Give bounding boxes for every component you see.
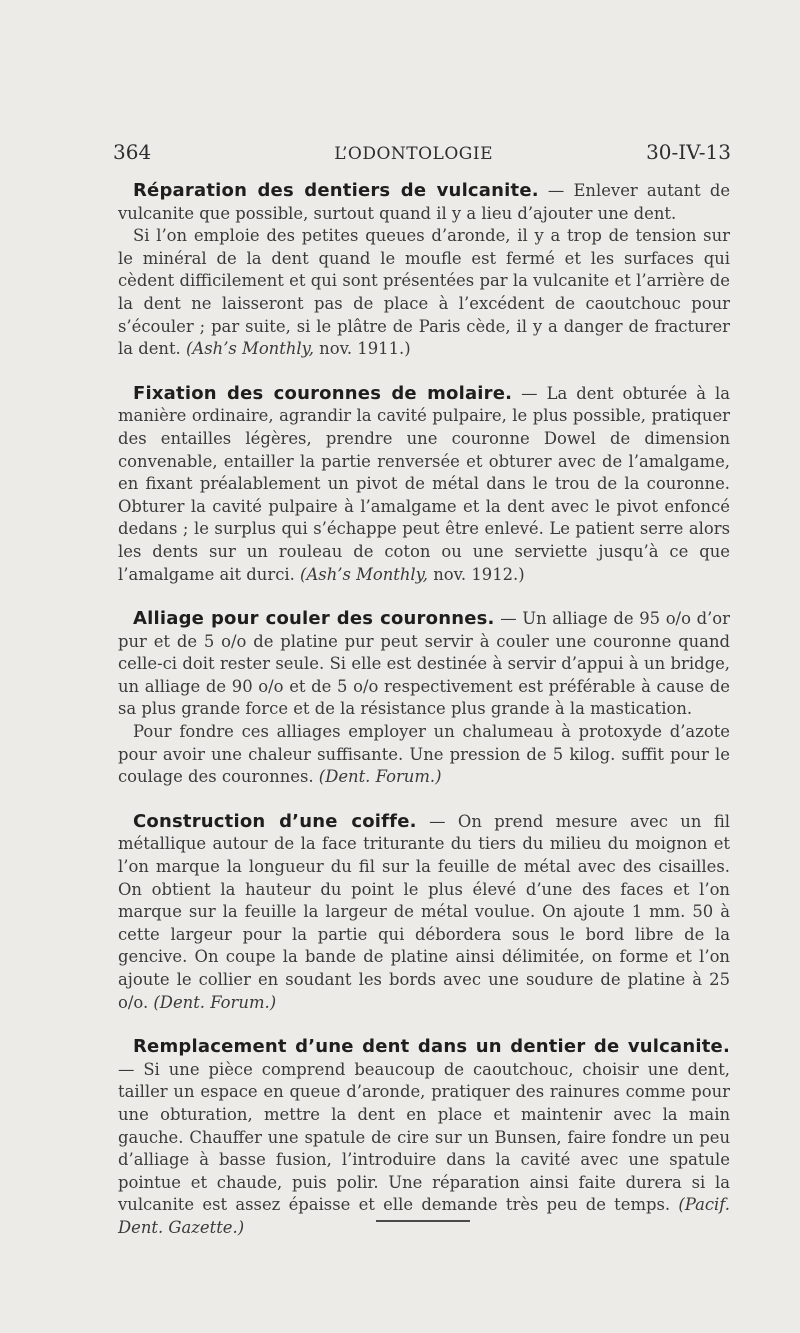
paragraph-text: Si l’on emploie des petites queues d’aronde, il y a trop de tension sur le minéral de la dent quand le moufle est fermé et les surfaces qui cèdent difficilement et qui sont présentées par la vulcanite et l’arrière de la dent ne laisseront pas de place à l’excédent de caoutchouc pour s’écouler ; par suite, si le plâtre de Paris cède, il y a danger de fracturer la dent. xyxy=(118,226,730,359)
source-citation: (Dent. Forum.) xyxy=(153,992,277,1012)
issue-date: 30-IV-13 xyxy=(646,140,731,164)
section-heading: Remplacement d’une dent dans un dentier de vulcanite. xyxy=(133,1036,730,1058)
paragraph-text: Enlever autant de vulcanite que possible, surtout quand il y a lieu d’ajouter une dent. xyxy=(118,181,731,223)
paragraph xyxy=(118,721,730,789)
journal-title: L’ODONTOLOGIE xyxy=(334,144,493,164)
section-reparation xyxy=(118,180,730,361)
paragraph: Réparation des dentiers de vulcanite. — Enlever autant de vulcanite que possible, surtout quand il y a lieu d’ajouter une dent. xyxy=(118,180,731,223)
paragraph-text: Si une pièce comprend beaucoup de caoutchouc, choisir une dent, tailler un espace en queue d’aronde, pratiquer des rainures comme pour une obturation, mettre la dent en place et maintenir avec la main gauche. Chauffer une spatule de cire sur un Bunsen, faire fondre un peu d’alliage à basse fusion, l’introduire dans la cavité avec une spatule pointue et chaude, puis polir. Une réparation ainsi faite durera si la vulcanite est assez épaisse et elle demande très peu de temps. xyxy=(118,1059,730,1215)
citation-date: nov. 1911.) xyxy=(319,339,411,359)
citation-date: nov. 1912.) xyxy=(433,564,525,584)
end-rule xyxy=(376,1220,470,1222)
paragraph: Fixation des couronnes de molaire. — La dent obturée à la manière ordinaire, agrandir la cavité pulpaire, le plus possible, pratiquer des entailles légères, prendre une couronne Dowel de dimension convenable, entailler la partie renversée et obturer avec de l’amalgame, en fixant préalablement un pivot de métal dans le trou de la couronne. Obturer la cavité pulpaire à l’amalgame et la dent avec le pivot enfoncé dedans ; le surplus qui s’échappe peut être enlevé. Le patient serre alors les dents sur un rouleau de coton ou une serviette jusqu’à ce que l’amalgame ait durci. (Ash’s Monthly, nov. 1912.) xyxy=(118,382,730,584)
paragraph-text: Pour fondre ces alliages employer un chalumeau à protoxyde d’azote pour avoir une chaleur suffisante. Une pression de 5 kilog. suffit pour le coulage des couronnes. xyxy=(118,722,730,787)
paragraph-text: La dent obturée à la manière ordinaire, agrandir la cavité pulpaire, le plus possible, pratiquer des entailles légères, prendre une couronne Dowel de dimension convenable, entailler la partie renversée et obturer avec de l’amalgame, en fixant préalablement un pivot de métal dans le trou de la couronne. Obturer la cavité pulpaire à l’amalgame et la dent avec le pivot enfoncé dedans ; le surplus qui s’échappe peut être enlevé. Le patient serre alors les dents sur un rouleau de coton ou une serviette jusqu’à ce que l’amalgame ait durci. xyxy=(118,383,730,584)
section-alliage xyxy=(118,608,730,789)
source-citation: (Ash’s Monthly, xyxy=(186,339,314,359)
source-citation: (Pacif. Dent. Gazette.) xyxy=(118,1195,730,1237)
paragraph-text: On prend mesure avec un fil métallique autour de la face triturante du tiers du milieu du moignon et l’on marque la longueur du fil sur la feuille de métal avec des cisailles. On obtient la hauteur du point le plus élevé d’une des faces et l’on marque sur la feuille la largeur de métal voulue. On ajoute 1 mm. 50 à cette largeur pour la partie qui débordera sous le bord libre de la gencive. On coupe la bande de platine ainsi délimitée, on forme et l’on ajoute le collier en soudant les bords avec une soudure de platine à 25 o/o. xyxy=(118,811,730,1012)
section-coiffe xyxy=(118,811,730,1014)
section-heading: Alliage pour couler des couronnes. xyxy=(133,608,495,630)
paragraph: Construction d’une coiffe. — On prend mesure avec un fil métallique autour de la face triturante du tiers du milieu du moignon et l’on marque la longueur du fil sur la feuille de métal avec des cisailles. On obtient la hauteur du point le plus élevé d’une des faces et l’on marque sur la feuille la largeur de métal voulue. On ajoute 1 mm. 50 à cette largeur pour la partie qui débordera sous le bord libre de la gencive. On coupe la bande de platine ainsi délimitée, on forme et l’on ajoute le collier en soudant les bords avec une soudure de platine à 25 o/o. (Dent. Forum.) xyxy=(118,810,730,1012)
source-citation: (Dent. Forum.) xyxy=(318,767,442,787)
paragraph: Alliage pour couler des couronnes. — Un alliage de 95 o/o d’or pur et de 5 o/o de platine pur peut servir à couler une couronne quand celle-ci doit rester seule. Si elle est destinée à servir d’appui à un bridge, un alliage de 90 o/o et de 5 o/o respectivement est préférable à cause de sa plus grande force et de la résistance plus grande à la mastication. xyxy=(118,608,730,719)
page-number: 364 xyxy=(113,140,152,164)
section-heading: Fixation des couronnes de molaire. xyxy=(133,382,513,404)
running-header xyxy=(113,140,731,164)
section-heading: Construction d’une coiffe. xyxy=(133,810,417,832)
paragraph: Remplacement d’une dent dans un dentier de vulcanite. — Si une pièce comprend beaucoup de caoutchouc, choisir une dent, tailler un espace en queue d’aronde, pratiquer des rainures comme pour une obturation, mettre la dent en place et maintenir avec la main gauche. Chauffer une spatule de cire sur un Bunsen, faire fondre un peu d’alliage à basse fusion, l’introduire dans la cavité avec une spatule pointue et chaude, puis polir. Une réparation ainsi faite durera si la vulcanite est assez épaisse et elle demande très peu de temps. (Pacif. Dent. Gazette.) xyxy=(118,1036,730,1237)
section-remplacement xyxy=(118,1036,730,1239)
section-heading: Réparation des dentiers de vulcanite. xyxy=(133,180,539,201)
source-citation: (Ash’s Monthly, xyxy=(300,564,428,584)
article-body xyxy=(118,180,730,1262)
section-fixation xyxy=(118,383,730,586)
paragraph xyxy=(118,225,730,361)
paragraph-text: Un alliage de 95 o/o d’or pur et de 5 o/o de platine pur peut servir à couler une couronne quand celle-ci doit rester seule. Si elle est destinée à servir d’appui à un bridge, un alliage de 90 o/o et de 5 o/o respectivement est préférable à cause de sa plus grande force et de la résistance plus grande à la mastication. xyxy=(118,609,730,719)
